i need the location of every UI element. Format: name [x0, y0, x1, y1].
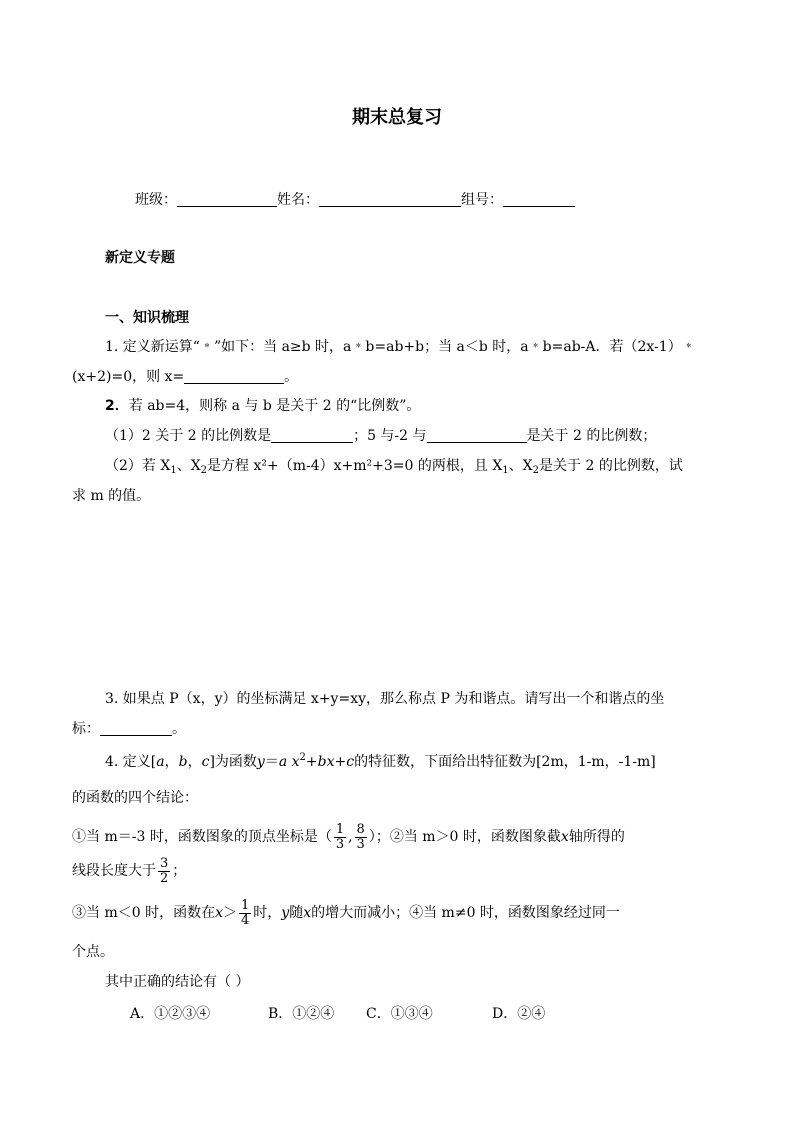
q1-line2	[72, 367, 298, 387]
comma: ,	[348, 829, 353, 845]
q3-line2	[72, 719, 186, 739]
q1-answer-blank[interactable]	[184, 369, 284, 384]
q4-text: 轴所得的	[568, 829, 625, 845]
q2-sub2-text-e: 是关于 2 的比例数，试	[539, 458, 683, 474]
name-blank[interactable]	[319, 192, 461, 207]
q4-text: ①当 m＝-3 时，函数图象的顶点坐标是（	[72, 829, 332, 845]
numerator: 8	[356, 821, 365, 837]
q4-line2: 的函数的四个结论：	[72, 790, 198, 806]
var-y: y	[256, 754, 265, 770]
term-ax: a x	[278, 754, 300, 770]
q2-sub1-text-b: ；5 与-2 与	[353, 428, 427, 444]
subscript: 1	[502, 465, 509, 476]
subscript: 1	[170, 465, 177, 476]
q4-text: 时，	[253, 905, 282, 921]
q4-conclusion-3	[72, 898, 620, 928]
var-x: x	[303, 905, 312, 921]
comma: ，	[164, 754, 179, 770]
q4-text: ]为函数	[209, 754, 257, 770]
q2-sub2-text-c: 是方程 x²+（m-4）x+m²+3=0 的两根，且 X	[207, 458, 503, 474]
part-heading: 一、知识梳理	[105, 310, 189, 326]
q2-sub1	[105, 426, 656, 446]
greater-than: ＞	[223, 905, 237, 921]
choice-b[interactable]: B．①②④	[268, 1006, 335, 1022]
q1-answer-suffix: 。	[284, 369, 299, 385]
group-label: 组号：	[461, 192, 503, 208]
q2-sub1-text-a: （1）2 关于 2 的比例数是	[105, 428, 272, 444]
fraction	[355, 823, 367, 852]
numerator: 3	[160, 855, 169, 871]
q4-conclusion-1-cont	[72, 856, 186, 886]
choice-d[interactable]: D．②④	[492, 1006, 546, 1022]
var-y: y	[281, 905, 290, 921]
subscript: 2	[200, 465, 208, 476]
fraction	[334, 823, 346, 852]
q2-sub2-line2: 求 m 的值。	[72, 488, 151, 504]
q2-stem	[105, 396, 420, 416]
class-blank[interactable]	[177, 192, 277, 207]
group-blank[interactable]	[503, 192, 575, 207]
q3-answer-blank[interactable]	[100, 721, 172, 736]
q4-text: 随	[289, 905, 304, 921]
q3-line1: 3. 如果点 P（x，y）的坐标满足 x+y=xy，那么称点 P 为和谐点。请写出一个和谐点的坐	[105, 691, 665, 707]
numerator: 1	[241, 897, 250, 913]
var-x: x	[560, 829, 569, 845]
numerator: 1	[335, 821, 345, 837]
choice-a[interactable]: A．①②③④	[130, 1006, 211, 1022]
q2-sub2	[105, 456, 683, 476]
q4-text: 4. 定义[	[105, 754, 157, 770]
page-title: 期末总复习	[352, 107, 442, 128]
equals-sign: ＝	[264, 754, 279, 770]
q4-text: 的特征数，下面给出特征数为[2m，1-m，-1-m]	[354, 754, 656, 770]
var-c: c	[201, 754, 210, 770]
var-a: a	[156, 754, 165, 770]
denominator: 3	[335, 836, 345, 852]
superscript: 2	[299, 752, 306, 763]
q3-answer-prefix: 标：	[72, 721, 100, 737]
q4-line1	[105, 752, 656, 772]
q4-conclusion-4-cont: 个点。	[72, 944, 114, 960]
q2-number: 2．	[105, 398, 129, 414]
fraction	[239, 899, 251, 928]
subscript: 2	[532, 465, 540, 476]
q4-text: 线段长度大于	[72, 863, 156, 879]
q2-stem-text: 若 ab=4，则称 a 与 b 是关于 2 的“比例数”。	[128, 398, 421, 414]
denominator: 4	[241, 912, 250, 928]
q4-text: ）；②当 m＞0 时，函数图象截	[368, 829, 561, 845]
q3-answer-suffix: 。	[172, 721, 186, 737]
q2-sub1-text-c: 是关于 2 的比例数；	[526, 428, 657, 444]
section-title: 新定义专题	[105, 250, 175, 266]
q4-question: 其中正确的结论有（ ）	[105, 974, 250, 990]
q4-text: ；	[172, 863, 187, 879]
fraction	[158, 857, 170, 886]
var-b: b	[178, 754, 188, 770]
q2-sub2-text-d: 、X	[508, 458, 533, 474]
q2-sub2-text-b: 、X	[176, 458, 201, 474]
q4-text: 的增大而减小；④当 m≠0 时，函数图象经过同一	[311, 905, 620, 921]
q4-text: ③当 m＜0 时，函数在	[72, 905, 216, 921]
q1-line1: 1. 定义新运算“﹡”如下：当 a≥b 时，a﹡b=ab+b；当 a＜b 时，a﹡b=ab-A．若（2x-1）﹡	[105, 339, 696, 355]
name-label: 姓名：	[277, 192, 319, 208]
denominator: 2	[160, 870, 169, 886]
q2-sub2-text-a: （2）若 X	[105, 458, 171, 474]
comma: ，	[187, 754, 202, 770]
student-info-line	[135, 190, 575, 210]
q4-conclusion-1	[72, 822, 625, 852]
var-x: x	[215, 905, 223, 921]
q2-sub1-blank1[interactable]	[271, 428, 353, 443]
class-label: 班级：	[135, 192, 177, 208]
denominator: 3	[356, 836, 365, 852]
term-bx-c: +bx+c	[305, 754, 355, 770]
choice-c[interactable]: C．①③④	[366, 1006, 433, 1022]
q1-answer-prefix: (x+2)=0，则 x=	[72, 369, 185, 385]
q2-sub1-blank2[interactable]	[427, 428, 527, 443]
